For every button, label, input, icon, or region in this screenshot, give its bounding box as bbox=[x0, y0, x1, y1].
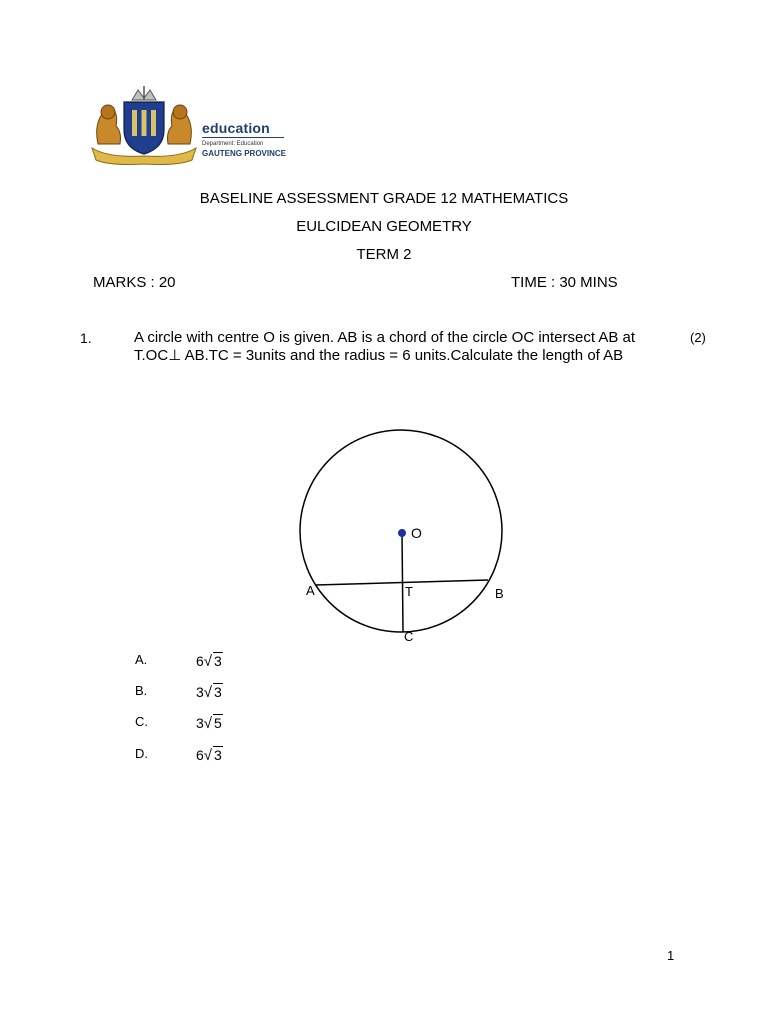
option-c-letter: C. bbox=[135, 714, 148, 729]
option-a-value: 6√ 3 bbox=[196, 653, 222, 670]
option-a-letter: A. bbox=[135, 652, 148, 667]
centre-dot bbox=[398, 529, 406, 537]
option-b-letter: B. bbox=[135, 683, 148, 698]
label-o: O bbox=[411, 525, 422, 541]
logo-department: Department: Education bbox=[202, 141, 264, 147]
document-title: BASELINE ASSESSMENT GRADE 12 MATHEMATICS bbox=[199, 190, 569, 207]
label-c: C bbox=[404, 629, 414, 644]
total-marks: MARKS : 20 bbox=[93, 274, 176, 291]
logo-province: GAUTENG PROVINCE bbox=[202, 149, 287, 158]
time-allowed: TIME : 30 MINS bbox=[511, 274, 618, 291]
label-a: A bbox=[306, 583, 315, 598]
option-d-value: 6√ 3 bbox=[196, 747, 222, 764]
label-b: B bbox=[495, 586, 504, 601]
option-b-value: 3√ 3 bbox=[196, 684, 222, 701]
page-number: 1 bbox=[667, 948, 675, 963]
option-d-letter: D. bbox=[135, 746, 148, 761]
document-term: TERM 2 bbox=[356, 246, 412, 263]
question-marks: (2) bbox=[690, 330, 706, 345]
label-t: T bbox=[405, 584, 413, 599]
logo-word: education bbox=[202, 120, 270, 136]
document-topic: EULCIDEAN GEOMETRY bbox=[296, 218, 472, 235]
question-text: A circle with centre O is given. AB is a chord of the circle OC intersect AB at T.OC⊥ AB.TC = 3units and the radius = 6 units.Calculate the length of AB bbox=[134, 329, 636, 364]
question-number: 1. bbox=[80, 330, 92, 346]
option-c-value: 3√ 5 bbox=[196, 715, 222, 732]
radius-oc bbox=[402, 533, 403, 632]
